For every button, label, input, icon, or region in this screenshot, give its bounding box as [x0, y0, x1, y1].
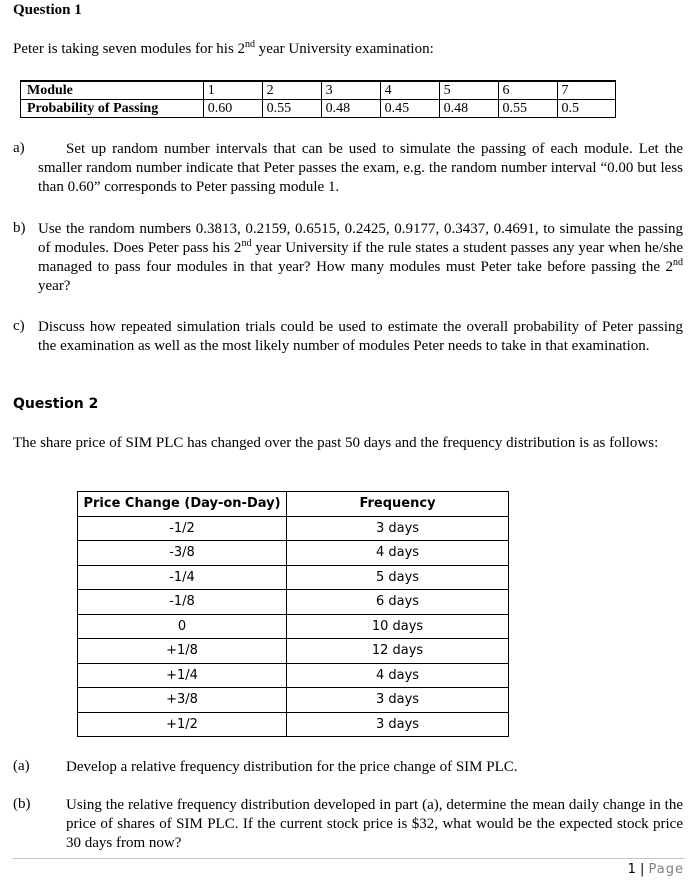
price-change-header: Price Change (Day-on-Day)	[78, 492, 287, 517]
probability-cell: 0.5	[557, 100, 616, 118]
question-2-intro: The share price of SIM PLC has changed over the past 50 days and the frequency distribution is as follows:	[13, 435, 659, 451]
price-change-cell: +1/8	[78, 639, 287, 664]
table-row	[78, 712, 509, 737]
frequency-cell: 3 days	[287, 688, 509, 713]
price-change-cell: +3/8	[78, 688, 287, 713]
probability-cell: 0.48	[439, 100, 498, 118]
q1-part-b-label: b)	[13, 220, 26, 236]
q2-part-b-label: (b)	[13, 796, 31, 812]
page-number: 1	[627, 862, 636, 877]
footer-separator: |	[639, 862, 645, 877]
footer-divider	[12, 858, 685, 859]
probability-cell: 0.60	[203, 100, 262, 118]
price-change-cell: -1/4	[78, 565, 287, 590]
price-change-cell: -3/8	[78, 541, 287, 566]
probability-cell: 0.48	[321, 100, 380, 118]
q2-part-a-label: (a)	[13, 758, 30, 774]
table-row	[78, 663, 509, 688]
probability-cell: 0.45	[380, 100, 439, 118]
module-cell: 5	[439, 81, 498, 100]
q1-part-a-text: Set up random number intervals that can be used to simulate the passing of each module. Let the smaller random number indicate that Peter passes the exam, e.g. the random number interval “0.00 but less than 0.60” corresponds to Peter passing module 1.	[38, 141, 683, 195]
module-cell: 6	[498, 81, 557, 100]
module-cell: 3	[321, 81, 380, 100]
frequency-table-header	[78, 492, 509, 517]
q2-part-a-text: Develop a relative frequency distribution for the price change of SIM PLC.	[66, 759, 518, 775]
frequency-cell: 6 days	[287, 590, 509, 615]
price-change-cell: 0	[78, 614, 287, 639]
frequency-cell: 5 days	[287, 565, 509, 590]
q2-part-b-text: Using the relative frequency distribution developed in part (a), determine the mean daily change in the price of shares of SIM PLC. If the current stock price is $32, what would be the expected stock price 30 days from now?	[66, 797, 683, 851]
frequency-cell: 3 days	[287, 712, 509, 737]
question-1-title: Question 1	[13, 2, 82, 18]
question-2-title: Question 2	[13, 396, 99, 412]
table-row	[78, 590, 509, 615]
frequency-cell: 4 days	[287, 541, 509, 566]
module-probability-table	[20, 80, 616, 118]
table-row	[78, 688, 509, 713]
frequency-cell: 12 days	[287, 639, 509, 664]
price-change-cell: -1/8	[78, 590, 287, 615]
table-row	[78, 565, 509, 590]
table-row	[78, 614, 509, 639]
frequency-cell: 10 days	[287, 614, 509, 639]
probability-row-label: Probability of Passing	[21, 100, 204, 118]
module-cell: 7	[557, 81, 616, 100]
price-change-cell: +1/2	[78, 712, 287, 737]
q1-part-b-text: Use the random numbers 0.3813, 0.2159, 0.6515, 0.2425, 0.9177, 0.3437, 0.4691, to simulate the passing of modules. Does Peter pass his 2nd year University if the rule states a student passes any year when he/she managed to pass four modules in that year? How many modules must Peter take before passing the 2nd year?	[38, 221, 684, 294]
page-footer	[628, 862, 684, 877]
probability-cell: 0.55	[262, 100, 321, 118]
module-row-label: Module	[21, 81, 204, 100]
frequency-table	[77, 491, 509, 737]
module-cell: 2	[262, 81, 321, 100]
question-1-intro: Peter is taking seven modules for his 2nd year University examination:	[13, 39, 434, 57]
q1-part-a-label: a)	[13, 140, 25, 156]
module-row	[21, 81, 616, 100]
price-change-cell: +1/4	[78, 663, 287, 688]
page-label: Page	[648, 862, 684, 877]
module-cell: 4	[380, 81, 439, 100]
frequency-header: Frequency	[287, 492, 509, 517]
frequency-cell: 3 days	[287, 516, 509, 541]
probability-row	[21, 100, 616, 118]
table-row	[78, 516, 509, 541]
table-row	[78, 541, 509, 566]
frequency-cell: 4 days	[287, 663, 509, 688]
q1-part-c-label: c)	[13, 318, 25, 334]
q1-part-c-text: Discuss how repeated simulation trials could be used to estimate the overall probability of Peter passing the examination as well as the most likely number of modules Peter needs to take in that examination.	[38, 319, 683, 354]
table-row	[78, 639, 509, 664]
price-change-cell: -1/2	[78, 516, 287, 541]
module-cell: 1	[203, 81, 262, 100]
probability-cell: 0.55	[498, 100, 557, 118]
